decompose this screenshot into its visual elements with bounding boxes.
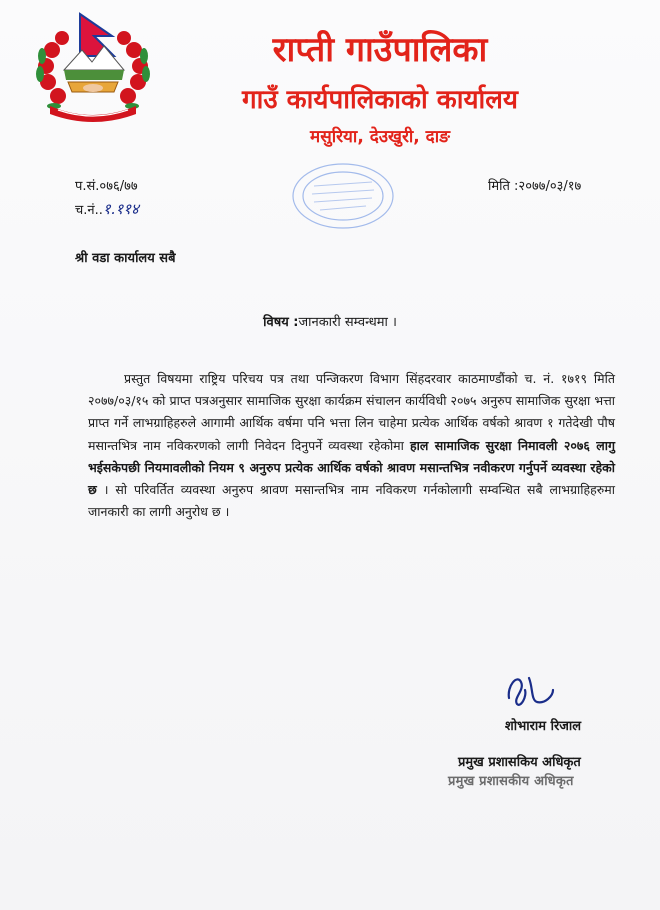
subject-label: विषय : (263, 315, 299, 330)
office-name: गाउँ कार्यपालिकाको कार्यालय (242, 85, 518, 115)
signatory-title: प्रमुख प्रशासकिय अधिकृत (458, 755, 581, 770)
subject-text: जानकारी सम्वन्धमा । (298, 315, 397, 330)
dispatch-number-value: १.११४ (102, 200, 139, 218)
body-text-part2: । सो परिवर्तित व्यवस्था अनुरुप श्रावण मसान्तभित्र नाम नविकरण गर्नकोलागी सम्वन्धित सबै लाभग्राहिहरुमा जानकारी का लागी अनुरोध छ । (88, 482, 615, 520)
letter-serial-number: प.सं.०७६/७७ (75, 179, 138, 194)
office-stamp-icon (288, 160, 398, 232)
dispatch-number-label: च.नं.. (75, 203, 103, 218)
signatory-title-stamp: प्रमुख प्रशासकीय अधिकृत (448, 774, 574, 789)
subject-line (0, 312, 660, 330)
signatory-name: शोभाराम रिजाल (504, 719, 582, 734)
nepal-emblem-icon (28, 10, 158, 122)
letter-body (88, 368, 615, 523)
municipality-name: राप्ती गाउँपालिका (272, 30, 488, 70)
body-text-part1: प्रस्तुत विषयमा राष्ट्रिय परिचय पत्र तथा पन्जिकरण विभाग सिंहदरवार काठमाण्डौंको च. नं. १७१९ मिति २०७७/०३/१५ को प्राप्त पत्रअनुसार सामाजिक सुरक्षा कार्यक्रम संचालन कार्यविधी २०७५ अनुरुप सामाजिक सुरक्षा भत्ता प्राप्त गर्ने लाभग्राहिहरुले आगामी आर्थिक वर्षमा पनि भत्ता लिन चाहेमा प्रत्येक आर्थिक वर्षको श्रावण १ गतेदेखी पौष मसान्तभित्र नाम नविकरणको लागी निवेदन दिनुपर्ने व्यवस्था रहेकोमा (88, 371, 615, 453)
office-address: मसुरिया, देउखुरी, दाङ (310, 127, 450, 147)
dispatch-number (75, 200, 139, 220)
body-text-bold: हाल सामाजिक सुरक्षा निमावली २०७६ लागु भईसकेपछी नियमावलीको नियम ९ अनुरुप प्रत्येक आर्थिक वर्षको श्रावण मसान्तभित्र नवीकरण गर्नुपर्ने व्यवस्था रहेको छ (88, 437, 615, 498)
letter-date: मिति :२०७७/०३/१७ (488, 179, 582, 194)
addressee: श्री वडा कार्यालय सबै (75, 251, 176, 266)
signature-icon (503, 668, 559, 710)
